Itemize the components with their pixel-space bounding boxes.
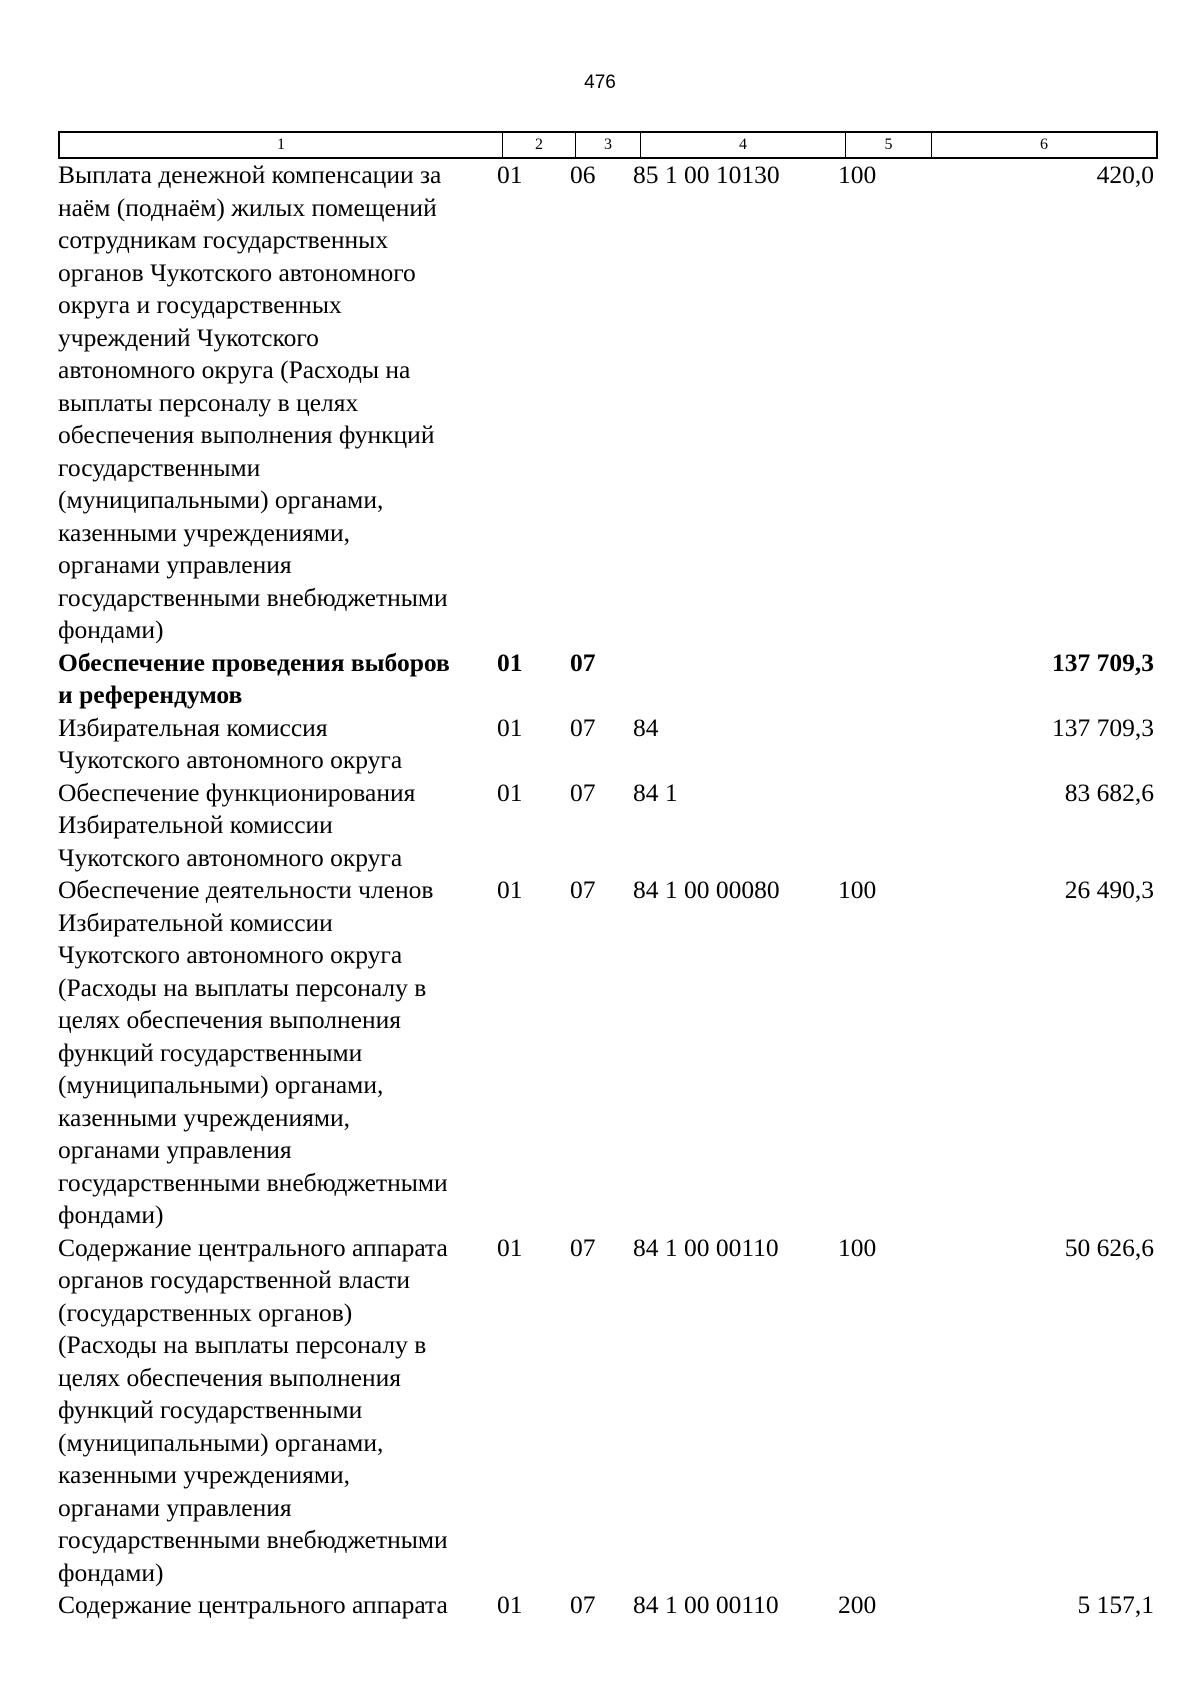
description-line: Содержание центрального аппарата bbox=[58, 1590, 448, 1619]
subsection-code: 07 bbox=[570, 777, 596, 807]
subsection-code: 07 bbox=[570, 647, 596, 677]
table-body bbox=[58, 159, 1154, 1622]
row-description bbox=[58, 159, 498, 647]
subsection-code: 07 bbox=[570, 1232, 596, 1262]
description-line: Чукотского автономного округа bbox=[58, 842, 403, 872]
description-line: Обеспечение деятельности членов bbox=[58, 875, 434, 904]
amount: 420,0 bbox=[1096, 160, 1154, 189]
description-line: (Расходы на выплаты персоналу в bbox=[58, 1330, 427, 1359]
section-code: 01 bbox=[497, 1232, 523, 1262]
description-line: Обеспечение проведения выборов bbox=[58, 647, 450, 677]
table-header-cell: 3 bbox=[576, 133, 641, 157]
description-line: Избирательной комиссии bbox=[58, 810, 333, 839]
table-header-cell: 6 bbox=[1040, 136, 1048, 153]
table-row bbox=[58, 1589, 1154, 1622]
table-row bbox=[58, 874, 1154, 1232]
description-line: фондами) bbox=[58, 615, 164, 644]
description-line: (государственных органов) bbox=[58, 1297, 353, 1327]
description-line: Выплата денежной компенсации за bbox=[58, 160, 442, 189]
description-line: Избирательная комиссия bbox=[58, 712, 328, 742]
description-line: Избирательной комиссии bbox=[58, 907, 333, 937]
expense-type-code: 100 bbox=[838, 160, 877, 189]
description-line: (муниципальными) органами, bbox=[58, 1070, 384, 1099]
table-row bbox=[58, 777, 1154, 875]
table-header-cell: 2 bbox=[503, 133, 576, 157]
page-number: 476 bbox=[584, 72, 616, 93]
description-line: наём (поднаём) жилых помещений bbox=[58, 192, 437, 222]
table-row bbox=[58, 712, 1154, 777]
row-description bbox=[58, 712, 498, 777]
description-line: функций государственными bbox=[58, 1037, 363, 1067]
section-code: 01 bbox=[497, 1590, 523, 1619]
expense-type-code: 100 bbox=[838, 875, 877, 904]
amount: 5 157,1 bbox=[1077, 1590, 1154, 1619]
description-line: учреждений Чукотского bbox=[58, 322, 319, 352]
amount: 137 709,3 bbox=[1052, 647, 1154, 677]
description-line: округа и государственных bbox=[58, 290, 342, 319]
table-header-cell: 4 bbox=[641, 133, 846, 157]
description-line: органов государственной власти bbox=[58, 1265, 411, 1294]
description-line: органами управления bbox=[58, 550, 292, 579]
section-code: 01 bbox=[497, 777, 523, 807]
table-header-cell: 1 bbox=[60, 133, 503, 157]
subsection-code: 06 bbox=[570, 160, 596, 189]
description-line: органами управления bbox=[58, 1492, 292, 1522]
description-line: государственными внебюджетными bbox=[58, 1525, 448, 1554]
table-row bbox=[58, 159, 1154, 647]
row-description bbox=[58, 1589, 498, 1622]
amount: 137 709,3 bbox=[1052, 712, 1154, 742]
expense-type-code: 100 bbox=[838, 1232, 877, 1262]
description-line: выплаты персоналу в целях bbox=[58, 387, 359, 417]
description-line: государственными внебюджетными bbox=[58, 582, 448, 612]
amount: 26 490,3 bbox=[1064, 875, 1154, 904]
section-code: 01 bbox=[497, 875, 523, 904]
description-line: органов Чукотского автономного bbox=[58, 257, 416, 287]
description-line: Обеспечение функционирования bbox=[58, 777, 416, 807]
description-line: целях обеспечения выполнения bbox=[58, 1362, 402, 1392]
description-line: казенными учреждениями, bbox=[58, 1102, 351, 1132]
description-line: органами управления bbox=[58, 1135, 292, 1164]
description-line: и референдумов bbox=[58, 680, 243, 709]
description-line: Содержание центрального аппарата bbox=[58, 1232, 448, 1262]
description-line: целях обеспечения выполнения bbox=[58, 1005, 402, 1034]
row-description bbox=[58, 647, 498, 712]
target-article-code: 85 1 00 10130 bbox=[633, 160, 780, 189]
table-row bbox=[58, 1232, 1154, 1590]
row-description bbox=[58, 777, 498, 875]
description-line: (Расходы на выплаты персоналу в bbox=[58, 972, 427, 1002]
description-line: автономного округа (Расходы на bbox=[58, 355, 411, 384]
target-article-code: 84 1 00 00110 bbox=[633, 1590, 779, 1619]
description-line: казенными учреждениями, bbox=[58, 1460, 351, 1489]
description-line: обеспечения выполнения функций bbox=[58, 420, 435, 449]
target-article-code: 84 bbox=[633, 712, 659, 742]
subsection-code: 07 bbox=[570, 1590, 596, 1619]
subsection-code: 07 bbox=[570, 712, 596, 742]
table-row bbox=[58, 647, 1154, 712]
amount: 83 682,6 bbox=[1064, 777, 1154, 807]
subsection-code: 07 bbox=[570, 875, 596, 904]
target-article-code: 84 1 00 00080 bbox=[633, 875, 780, 904]
description-line: фондами) bbox=[58, 1200, 164, 1229]
table-header-row bbox=[58, 131, 1158, 159]
description-line: сотрудникам государственных bbox=[58, 225, 389, 254]
description-line: функций государственными bbox=[58, 1395, 363, 1424]
amount: 50 626,6 bbox=[1064, 1232, 1154, 1262]
target-article-code: 84 1 00 00110 bbox=[633, 1232, 779, 1262]
description-line: государственными внебюджетными bbox=[58, 1167, 448, 1197]
description-line: Чукотского автономного округа bbox=[58, 940, 403, 969]
description-line: (муниципальными) органами, bbox=[58, 485, 384, 514]
table-header-cell: 5 bbox=[846, 133, 932, 157]
description-line: казенными учреждениями, bbox=[58, 517, 351, 547]
description-line: государственными bbox=[58, 452, 261, 482]
section-code: 01 bbox=[497, 647, 523, 677]
row-description bbox=[58, 874, 498, 1232]
expense-type-code: 200 bbox=[838, 1590, 877, 1619]
target-article-code: 84 1 bbox=[633, 777, 678, 807]
row-description bbox=[58, 1232, 498, 1590]
section-code: 01 bbox=[497, 160, 523, 189]
description-line: (муниципальными) органами, bbox=[58, 1427, 384, 1457]
description-line: Чукотского автономного округа bbox=[58, 745, 403, 774]
section-code: 01 bbox=[497, 712, 523, 742]
description-line: фондами) bbox=[58, 1557, 164, 1587]
